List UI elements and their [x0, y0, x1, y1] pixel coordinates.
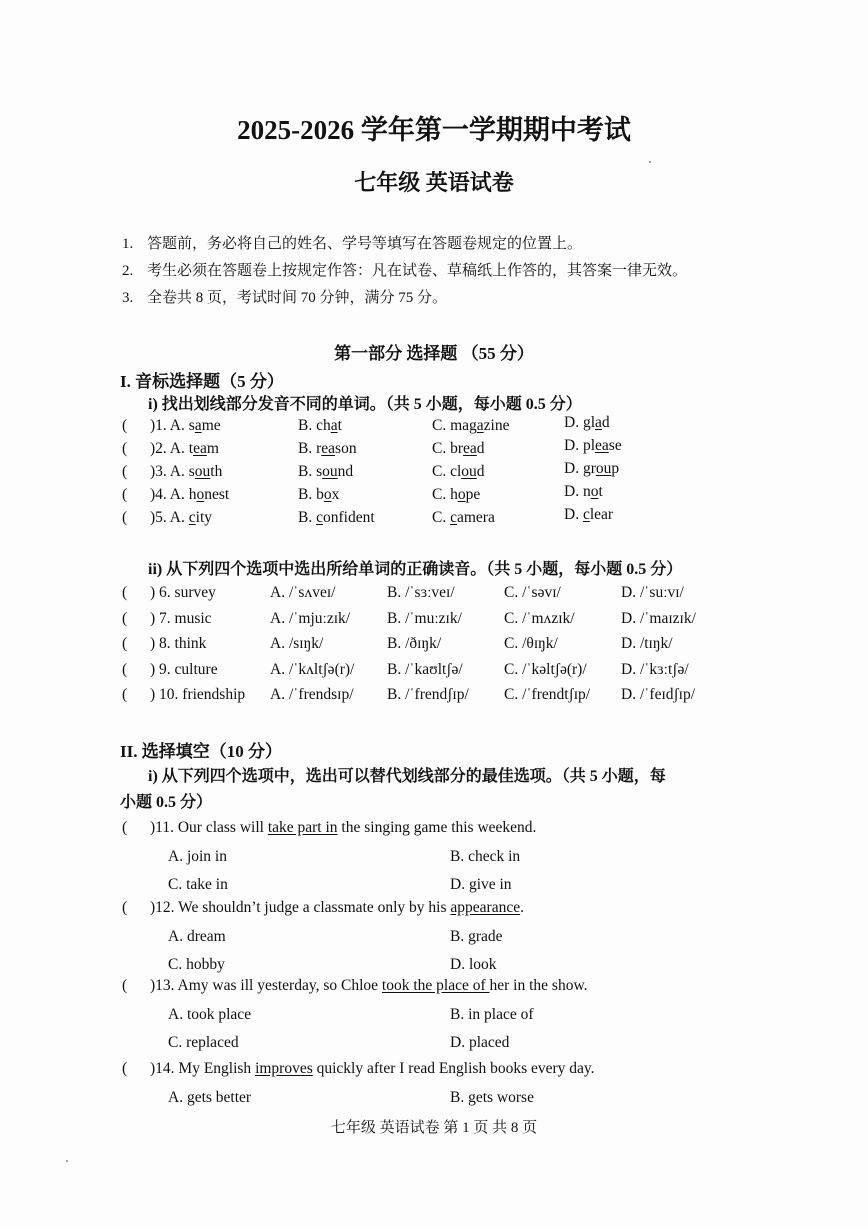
phonetic-option-a: A. /ˈmjuːzɪk/ — [270, 610, 351, 627]
word-part: lear — [589, 506, 614, 523]
question-word: ) 8. think — [150, 635, 207, 652]
underlined-letters: ea — [321, 440, 336, 457]
option-c — [432, 486, 480, 504]
option-a — [150, 417, 221, 435]
word-part: se — [608, 437, 622, 454]
section-1-sub1-title: i) 找出划线部分发音不同的单词。（共 5 小题，每小题 0.5 分） — [148, 396, 582, 413]
word-part: h — [188, 486, 197, 503]
word-part: t — [598, 483, 603, 500]
phonetic-option-a: A. /sɪŋk/ — [270, 635, 324, 652]
question-text — [150, 819, 536, 837]
word-part: gl — [582, 414, 596, 431]
option-c — [432, 417, 510, 435]
word-part: s — [188, 463, 195, 480]
phonetic-option-d: D. /tɪŋk/ — [621, 635, 673, 652]
option-letter: B. — [298, 417, 313, 434]
word-part: d — [476, 440, 485, 457]
word-part: pl — [582, 437, 596, 454]
option-d — [564, 414, 610, 432]
phonetic-option-d: D. /ˈmaɪzɪk/ — [621, 610, 696, 627]
phonetic-option-b: B. /ˈsɜːveɪ/ — [387, 584, 455, 601]
word-part: t — [188, 440, 194, 457]
question-text — [150, 899, 524, 917]
option-letter: B. — [298, 463, 313, 480]
option-c: C. replaced — [168, 1034, 239, 1051]
note-item: 2. 考生必须在答题卷上按规定作答：凡在试卷、草稿纸上作答的，其答案一律无效。 — [122, 263, 688, 279]
section-2-sub1-title: i) 从下列四个选项中，选出可以替代划线部分的最佳选项。（共 5 小题，每 — [148, 768, 666, 785]
word-part: t — [337, 417, 342, 434]
phonetic-option-d: D. /ˈkɜːtʃə/ — [621, 661, 689, 678]
phonetic-option-d: D. /ˈfeɪdʃɪp/ — [621, 686, 696, 703]
answer-paren: ( — [122, 610, 128, 627]
option-letter: C. — [432, 440, 447, 457]
option-letter: D. — [564, 506, 580, 523]
phonetic-option-c: C. /θɪŋk/ — [504, 635, 558, 652]
option-b — [298, 509, 375, 527]
option-a: A. dream — [168, 928, 226, 945]
option-a: A. join in — [168, 848, 227, 865]
question-stem: )14. My English — [150, 1060, 256, 1077]
underlined-letters: ou — [595, 460, 612, 477]
option-a: A. gets better — [168, 1089, 252, 1106]
word-part: br — [450, 440, 464, 457]
option-letter: C. — [432, 509, 447, 526]
option-letter: D. — [564, 483, 580, 500]
phonetic-option-c: C. /ˈsəvɪ/ — [504, 584, 561, 601]
option-b — [298, 463, 353, 481]
answer-paren: ( — [122, 440, 128, 457]
section-1-sub2-title: ii) 从下列四个选项中选出所给单词的正确读音。（共 5 小题，每小题 0.5 分） — [148, 561, 683, 578]
underlined-letters: a — [194, 417, 202, 434]
option-b — [298, 440, 357, 458]
word-part: r — [316, 440, 322, 457]
question-stem: . — [520, 899, 524, 916]
option-a — [150, 463, 222, 481]
question-stem: )11. Our class will — [150, 819, 268, 836]
option-letter: B. — [298, 440, 313, 457]
option-letter: D. — [564, 437, 580, 454]
word-part: h — [450, 486, 458, 503]
underlined-letters: o — [457, 486, 466, 503]
question-stem: the singing game this weekend. — [337, 819, 537, 836]
option-d — [564, 437, 622, 455]
answer-paren: ( — [122, 635, 128, 652]
option-letter: C. — [432, 486, 447, 503]
answer-paren: ( — [122, 899, 128, 916]
word-part: ch — [316, 417, 331, 434]
answer-paren: ( — [122, 463, 128, 480]
word-part: zine — [483, 417, 510, 434]
word-part: x — [331, 486, 340, 503]
question-word: ) 9. culture — [150, 661, 218, 678]
option-b — [298, 486, 339, 504]
option-d: D. placed — [450, 1034, 510, 1051]
underlined-letters: c — [316, 509, 323, 526]
word-part: n — [582, 483, 591, 500]
option-letter: C. — [432, 463, 447, 480]
note-item: 1. 答题前，务必将自己的姓名、学号等填写在答题卷规定的位置上。 — [122, 236, 583, 252]
question-word: ) 6. survey — [150, 584, 216, 601]
underlined-phrase: improves — [255, 1060, 313, 1077]
word-part: b — [316, 486, 324, 503]
phonetic-option-b: B. /ˈkaʊltʃə/ — [387, 661, 463, 678]
option-b: B. grade — [450, 928, 503, 945]
underlined-letters: a — [476, 417, 484, 434]
phonetic-option-b: B. /ˈmuːzɪk/ — [387, 610, 462, 627]
underlined-letters: ou — [194, 463, 211, 480]
note-item: 3. 全卷共 8 页，考试时间 70 分钟，满分 75 分。 — [122, 290, 448, 306]
phonetic-option-b: B. /ðɪŋk/ — [387, 635, 442, 652]
answer-paren: ( — [122, 1060, 128, 1077]
answer-paren: ( — [122, 417, 128, 434]
word-part: nd — [337, 463, 354, 480]
option-a — [150, 509, 212, 527]
answer-paren: ( — [122, 661, 128, 678]
page-footer: 七年级 英语试卷 第 1 页 共 8 页 — [330, 1120, 538, 1136]
phonetic-option-a: A. /ˈkʌltʃə(r)/ — [270, 661, 355, 678]
scan-speck — [66, 1160, 68, 1162]
word-part: ity — [195, 509, 213, 526]
word-part: cl — [450, 463, 462, 480]
option-c — [432, 440, 485, 458]
option-b: B. gets worse — [450, 1089, 534, 1106]
word-part: son — [335, 440, 357, 457]
answer-paren: ( — [122, 977, 128, 994]
part-title: 第一部分 选择题 （55 分） — [334, 344, 534, 363]
scan-speck — [649, 161, 651, 163]
underlined-letters: ea — [463, 440, 477, 457]
option-d: D. look — [450, 956, 497, 973]
question-number: )5. A. — [150, 509, 185, 526]
answer-paren: ( — [122, 584, 128, 601]
question-stem: )13. Amy was ill yesterday, so Chloe — [150, 977, 382, 994]
word-part: p — [611, 460, 620, 477]
question-number: )4. A. — [150, 486, 185, 503]
word-part: nest — [204, 486, 230, 503]
underlined-letters: a — [595, 414, 602, 431]
underlined-letters: c — [582, 506, 590, 523]
option-letter: B. — [298, 509, 313, 526]
underlined-letters: o — [323, 486, 332, 503]
underlined-letters: o — [590, 483, 599, 500]
option-c: C. hobby — [168, 956, 225, 973]
option-c — [432, 463, 485, 481]
underlined-phrase: appearance — [450, 899, 521, 916]
question-stem: )12. We shouldn’t judge a classmate only by his — [150, 899, 451, 916]
question-word: ) 10. friendship — [150, 686, 246, 703]
option-a — [150, 486, 229, 504]
word-part: onfident — [322, 509, 375, 526]
word-part: s — [316, 463, 323, 480]
underlined-phrase: took the place of — [381, 977, 490, 994]
section-2-title: II. 选择填空（10 分） — [120, 742, 282, 761]
underlined-letters: ou — [322, 463, 338, 480]
option-d — [564, 483, 603, 501]
option-letter: D. — [564, 460, 580, 477]
word-part: pe — [465, 486, 481, 503]
question-number: )2. A. — [150, 440, 185, 457]
question-number: )1. A. — [150, 417, 185, 434]
question-text — [150, 977, 588, 995]
option-b: B. in place of — [450, 1006, 534, 1023]
underlined-phrase: take part in — [267, 819, 338, 836]
option-d — [564, 460, 619, 478]
underlined-letters: ou — [461, 463, 477, 480]
underlined-letters: o — [196, 486, 205, 503]
word-part: th — [210, 463, 223, 480]
section-2-sub1-title-cont: 小题 0.5 分） — [120, 794, 213, 811]
section-1-title: I. 音标选择题（5 分） — [120, 372, 284, 391]
phonetic-option-b: B. /ˈfrendʃɪp/ — [387, 686, 469, 703]
answer-paren: ( — [122, 819, 128, 836]
word-part: d — [601, 414, 610, 431]
word-part: m — [206, 440, 219, 457]
option-b — [298, 417, 342, 435]
option-letter: B. — [298, 486, 313, 503]
phonetic-option-a: A. /ˈfrendsɪp/ — [270, 686, 354, 703]
option-d — [564, 506, 613, 524]
underlined-letters: c — [188, 509, 196, 526]
phonetic-option-c: C. /ˈfrendtʃɪp/ — [504, 686, 591, 703]
underlined-letters: ea — [595, 437, 609, 454]
phonetic-option-d: D. /ˈsuːvɪ/ — [621, 584, 684, 601]
phonetic-option-c: C. /ˈkəltʃə(r)/ — [504, 661, 587, 678]
phonetic-option-a: A. /ˈsʌveɪ/ — [270, 584, 336, 601]
answer-paren: ( — [122, 509, 128, 526]
word-part: d — [476, 463, 485, 480]
option-b: B. check in — [450, 848, 521, 865]
word-part: s — [188, 417, 195, 434]
question-stem: quickly after I read English books every day. — [312, 1060, 595, 1077]
option-letter: C. — [432, 417, 447, 434]
question-word: ) 7. music — [150, 610, 212, 627]
option-a: A. took place — [168, 1006, 252, 1023]
underlined-letters: ea — [193, 440, 207, 457]
question-stem: her in the show. — [489, 977, 588, 994]
phonetic-option-c: C. /ˈmʌzɪk/ — [504, 610, 575, 627]
word-part: amera — [456, 509, 495, 526]
answer-paren: ( — [122, 686, 128, 703]
answer-paren: ( — [122, 486, 128, 503]
question-number: )3. A. — [150, 463, 185, 480]
word-part: me — [201, 417, 221, 434]
option-letter: D. — [564, 414, 580, 431]
option-d: D. give in — [450, 876, 512, 893]
exam-title: 2025-2026 学年第一学期期中考试 — [237, 115, 631, 145]
option-a — [150, 440, 219, 458]
option-c: C. take in — [168, 876, 228, 893]
exam-subtitle: 七年级 英语试卷 — [354, 170, 514, 195]
option-c — [432, 509, 495, 527]
word-part: gr — [582, 460, 596, 477]
word-part: mag — [450, 417, 477, 434]
question-text — [150, 1060, 595, 1078]
underlined-letters: a — [330, 417, 338, 434]
underlined-letters: c — [450, 509, 457, 526]
